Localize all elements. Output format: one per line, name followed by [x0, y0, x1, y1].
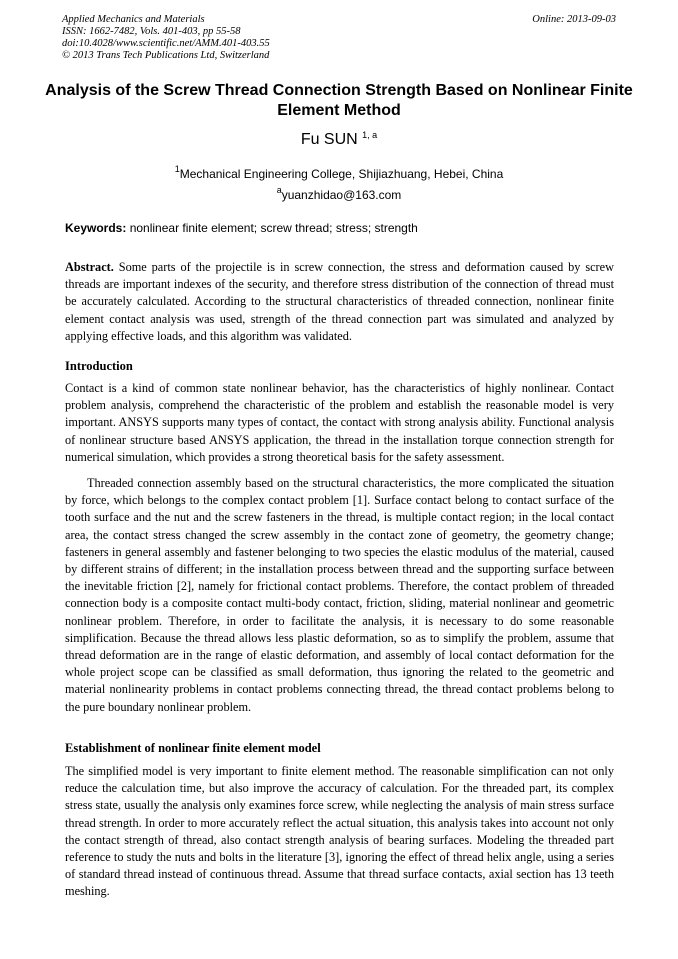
issn-line: ISSN: 1662-7482, Vols. 401-403, pp 55-58	[62, 26, 241, 37]
author-email	[0, 185, 678, 202]
online-date: Online: 2013-09-03	[532, 14, 616, 25]
email-text: yuanzhidao@163.com	[281, 188, 402, 202]
journal-name: Applied Mechanics and Materials	[62, 14, 205, 25]
email-superscript: a	[276, 185, 282, 195]
section-heading-introduction: Introduction	[65, 359, 133, 373]
section-heading-establishment: Establishment of nonlinear finite element model	[65, 741, 321, 755]
keywords-label: Keywords:	[65, 221, 127, 235]
copyright-line: © 2013 Trans Tech Publications Ltd, Switzerland	[62, 50, 270, 61]
introduction-paragraph-2: Threaded connection assembly based on the structural characteristics, the more complicated the situation by force, which belongs to the complex contact problem [1]. Surface contact belong to contact surface of the tooth surface and the nut and the screw fasteners in the thread, is multiple contact region; in the local contact area, the contact stress changed the screw assembly in the contact zone of geometry, the geometry change; fasteners in general assembly and fastener belonging to two species the elastic modulus of the material, caused by different strains of different; in the installation process between thread and the supporting surface between the inevitable friction [2], namely for frictional contact problems. Therefore, the contact problem of threaded connection body is a composite contact multi-body contact, friction, sliding, material nonlinear and geometric nonlinear problem. Therefore, in order to facilitate the analysis, it is necessary to do some reasonable simplification. Because the thread allows less plastic deformation, so as to simplify the problem, assume that thread deformation are in the range of elastic deformation, and assembly of local contact deformation for the whole project scope can be classified as small deformation, thus ignoring the related to the geometric and material nonlinearity problems in contact problems connecting thread, the thread contact problems belong to the pure boundary nonlinear problem.	[65, 476, 614, 714]
paper-title: Analysis of the Screw Thread Connection Strength Based on Nonlinear Finite Element Method	[45, 82, 633, 119]
introduction-paragraph-1: Contact is a kind of common state nonlinear behavior, has the characteristics of highly nonlinear. Contact problem analysis, comprehend the characteristic of the problem and establish the reasonable model is very important. ANSYS supports many types of contact, the contact with strong analysis ability. Functional analysis of nonlinear structure based ANSYS application, the thread in the installation torque connection strength for numerical simulation, which provides a strong theoretical basis for the safety assessment.	[65, 381, 614, 464]
abstract	[65, 259, 614, 345]
abstract-label: Abstract.	[65, 260, 114, 274]
keywords	[65, 221, 615, 235]
author-line	[0, 130, 678, 149]
affiliation-superscript: 1	[174, 164, 180, 174]
author-name: Fu SUN	[300, 131, 358, 148]
author-superscript: 1, a	[362, 130, 378, 140]
journal-header	[62, 14, 616, 62]
affiliation	[0, 164, 678, 181]
keywords-text: nonlinear finite element; screw thread; stress; strength	[129, 221, 418, 235]
doi-line: doi:10.4028/www.scientific.net/AMM.401-403.55	[62, 38, 270, 49]
affiliation-text: Mechanical Engineering College, Shijiazhuang, Hebei, China	[179, 167, 504, 181]
abstract-text: Some parts of the projectile is in screw connection, the stress and deformation caused by screw threads are important indexes of the security, and therefore stress distribution of the connection of thread must be accurately calculated. According to the structural characteristics of threaded connection, nonlinear finite element contact analysis was used, strength of the thread connection part was simulated and analyzed by applying effective loads, and this algorithm was validated.	[65, 260, 614, 343]
establishment-paragraph-1: The simplified model is very important to finite element method. The reasonable simplification can not only reduce the calculation time, but also improve the accuracy of calculation. For the threaded part, its complex stress state, usually the analysis only examines force screw, while neglecting the analysis of main stress surface thread strength. In order to more accurately reflect the actual situation, this analysis takes into account not only the contact strength of thread, also contact strength analysis of bearing surfaces. Modeling the threaded part reference to study the nuts and bolts in the literature [3], ignoring the effect of thread helix angle, using a series of standard thread instead of continuous thread. Assume that thread surface contacts, axial section has 13 teeth meshing.	[65, 764, 614, 899]
